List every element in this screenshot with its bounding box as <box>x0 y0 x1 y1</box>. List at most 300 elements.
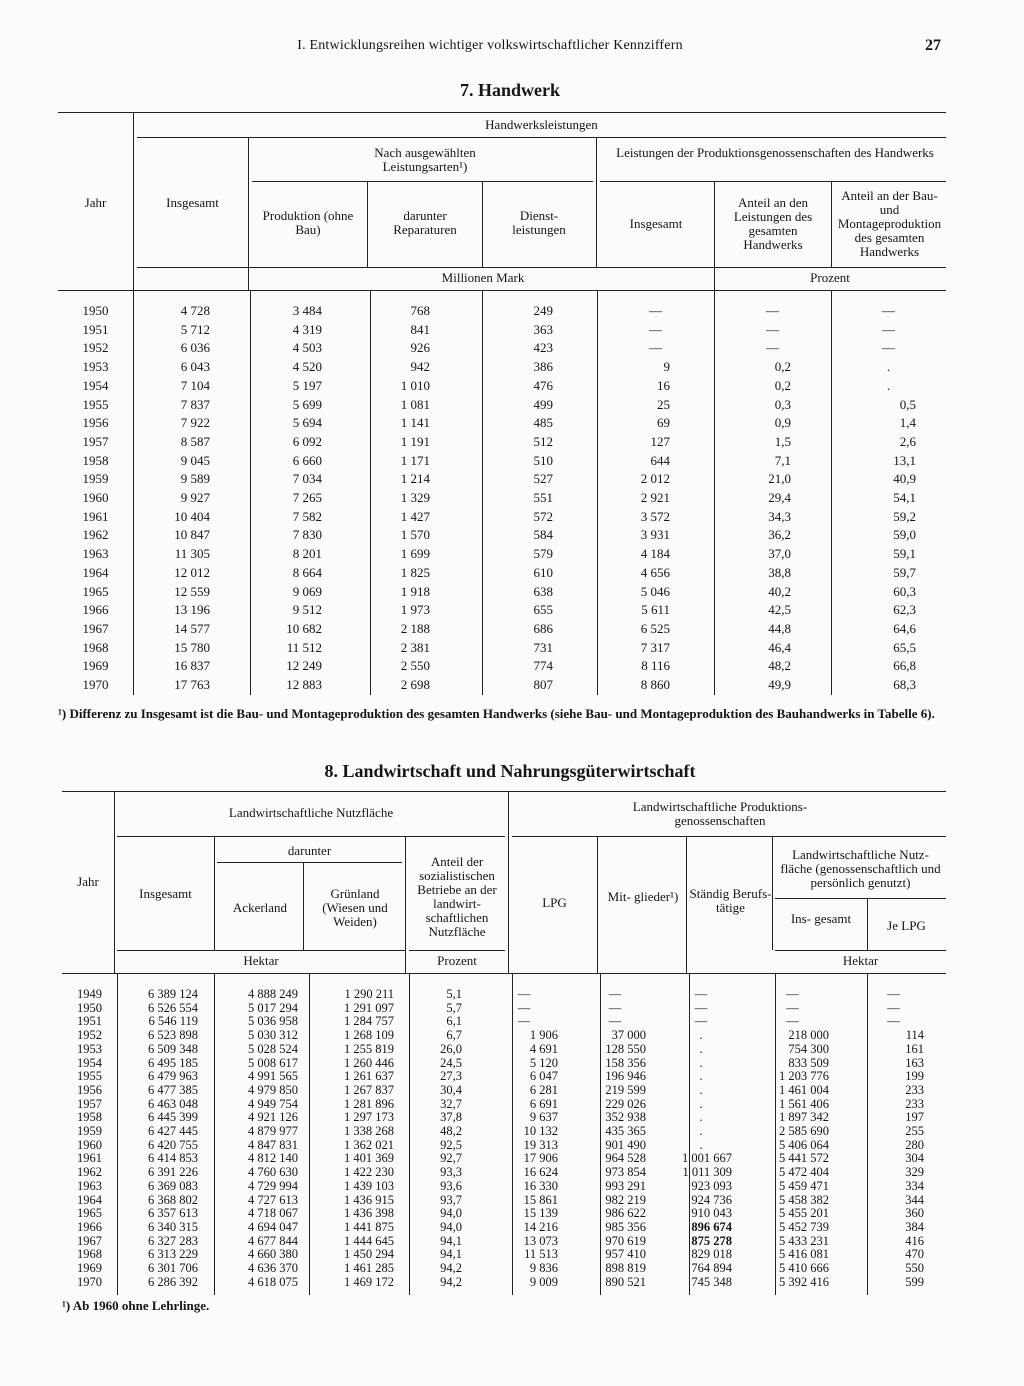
t8-h-ackerland: Ackerland <box>232 900 288 915</box>
value-cell: 8 860 <box>640 677 670 693</box>
value-cell: 1 401 369 <box>344 1151 394 1166</box>
t8-vline-acker <box>303 862 304 950</box>
table-row <box>58 639 946 658</box>
value-cell: 1 268 109 <box>344 1028 394 1043</box>
year-cell: 1955 <box>77 1069 102 1084</box>
value-cell: 1 422 230 <box>344 1165 394 1180</box>
value-cell: 476 <box>533 377 553 393</box>
value-cell: 6 092 <box>292 433 322 449</box>
table-row <box>58 508 946 527</box>
value-cell: 229 026 <box>605 1096 646 1111</box>
table-row <box>62 1207 946 1221</box>
value-cell: 686 <box>533 620 553 636</box>
value-cell: 5 410 666 <box>779 1261 829 1276</box>
value-cell: 40,9 <box>893 471 916 487</box>
year-cell: 1956 <box>82 415 109 431</box>
value-cell: 128 550 <box>605 1041 646 1056</box>
t8-lnf-rule <box>117 836 505 837</box>
value-cell: 8 116 <box>641 658 670 674</box>
table-row <box>62 1084 946 1098</box>
value-cell: 2 921 <box>640 490 670 506</box>
value-cell: 49,9 <box>768 677 791 693</box>
value-cell: — <box>887 987 900 1001</box>
t8-h-lpg: LPG <box>542 895 567 910</box>
t7-h-pgh-insgesamt: Insgesamt <box>629 216 683 231</box>
value-cell: 1 450 294 <box>344 1247 394 1262</box>
value-cell: 745 348 <box>691 1274 732 1289</box>
table-row <box>58 414 946 433</box>
value-cell: 11 512 <box>286 639 322 655</box>
value-cell: 584 <box>533 527 553 543</box>
t8-vline-lpg <box>597 836 598 973</box>
value-cell: 638 <box>533 583 553 599</box>
year-cell: 1961 <box>82 508 109 524</box>
value-cell: . <box>699 1028 703 1043</box>
value-cell: 92,7 <box>440 1151 462 1166</box>
value-cell: 924 736 <box>691 1192 732 1207</box>
value-cell: 485 <box>533 415 553 431</box>
t7-vline-anteil <box>831 181 832 267</box>
value-cell: 6 477 385 <box>148 1082 198 1097</box>
year-cell: 1952 <box>82 340 109 356</box>
value-cell: 9 <box>663 359 670 375</box>
value-cell: 15 139 <box>523 1206 558 1221</box>
value-cell: 10 682 <box>286 620 322 636</box>
value-cell: 6 525 <box>640 620 670 636</box>
value-cell: 4 729 994 <box>248 1178 298 1193</box>
value-cell: 6 523 898 <box>148 1028 198 1043</box>
t8-h-darunter: darunter <box>287 843 332 858</box>
year-cell: 1953 <box>82 359 109 375</box>
t8-h-je-lpg: Je LPG <box>887 918 926 933</box>
value-cell: 6 391 226 <box>148 1165 198 1180</box>
value-cell: 5 028 524 <box>248 1041 298 1056</box>
t8-unit-rule-a <box>117 950 405 951</box>
value-cell: 6 427 445 <box>148 1124 198 1139</box>
value-cell: 1 329 <box>400 490 430 506</box>
value-cell: 470 <box>905 1247 924 1262</box>
value-cell: 7 582 <box>292 508 322 524</box>
value-cell: 1 291 097 <box>344 1000 394 1015</box>
year-cell: 1965 <box>82 583 109 599</box>
value-cell: 768 <box>410 303 430 318</box>
value-cell: 764 894 <box>691 1261 732 1276</box>
value-cell: 1 191 <box>400 433 430 449</box>
value-cell: 7 317 <box>640 639 670 655</box>
value-cell: 644 <box>650 452 670 468</box>
value-cell: 59,1 <box>893 546 916 562</box>
t8-top-rule <box>62 791 946 792</box>
value-cell: 4 921 126 <box>248 1110 298 1125</box>
value-cell: 1 570 <box>400 527 430 543</box>
value-cell: 4 618 075 <box>248 1274 298 1289</box>
value-cell: 572 <box>533 508 553 524</box>
t7-h-pgh: Leistungen der Produktionsgenossenschaften des Handwerks <box>616 145 934 160</box>
table-row <box>58 358 946 377</box>
year-cell: 1969 <box>82 658 109 674</box>
value-cell: 199 <box>905 1069 924 1084</box>
table-row <box>58 545 946 564</box>
value-cell: 1,5 <box>774 433 791 449</box>
value-cell: 510 <box>533 452 553 468</box>
value-cell: 8 664 <box>292 564 322 580</box>
value-cell: — <box>786 1014 799 1029</box>
t7-vline-pghinsg <box>714 181 715 267</box>
value-cell: 731 <box>533 639 553 655</box>
value-cell: 9 589 <box>180 471 210 487</box>
value-cell: . <box>699 1124 703 1139</box>
value-cell: 4 319 <box>292 321 322 337</box>
value-cell: 32,7 <box>440 1096 462 1111</box>
value-cell: 986 622 <box>605 1206 646 1221</box>
value-cell: 7,1 <box>774 452 791 468</box>
value-cell: — <box>887 1000 900 1015</box>
value-cell: 896 674 <box>691 1219 732 1234</box>
table-row <box>58 657 946 676</box>
t7-h-group: Handwerksleistungen <box>485 117 598 132</box>
year-cell: 1951 <box>82 321 109 337</box>
year-cell: 1968 <box>77 1247 102 1262</box>
value-cell: 12 883 <box>286 677 322 693</box>
value-cell: 14 577 <box>174 620 210 636</box>
value-cell: 1 011 309 <box>682 1165 732 1180</box>
value-cell: 360 <box>905 1206 924 1221</box>
value-cell: 1 260 446 <box>344 1055 394 1070</box>
year-cell: 1967 <box>77 1233 102 1248</box>
value-cell: . <box>699 1137 703 1152</box>
value-cell: 9 637 <box>529 1110 558 1125</box>
value-cell: 4 718 067 <box>248 1206 298 1221</box>
year-cell: 1964 <box>82 564 109 580</box>
t8-h-unit-ha2: Hektar <box>842 953 879 968</box>
value-cell: 29,4 <box>768 490 791 506</box>
value-cell: 16 330 <box>523 1178 558 1193</box>
value-cell: 926 <box>410 340 430 356</box>
value-cell: 527 <box>533 471 553 487</box>
t8-unit-rule-c <box>775 950 946 951</box>
value-cell: 30,4 <box>440 1082 462 1097</box>
value-cell: 4 184 <box>640 546 670 562</box>
t8-h-jahr: Jahr <box>77 874 99 889</box>
value-cell: 384 <box>905 1219 924 1234</box>
value-cell: — <box>882 303 895 318</box>
value-cell: 970 619 <box>605 1233 646 1248</box>
t8-unit-rule-b <box>409 950 505 951</box>
table-row <box>58 489 946 508</box>
value-cell: 1 699 <box>400 546 430 562</box>
t7-sub-rule-b <box>600 181 946 182</box>
year-cell: 1965 <box>77 1206 102 1221</box>
t8-h-lnf: Landwirtschaftliche Nutzfläche <box>228 805 394 820</box>
value-cell: 13 196 <box>174 602 210 618</box>
value-cell: 4 503 <box>292 340 322 356</box>
value-cell: 7 837 <box>180 396 210 412</box>
t8-h-unit-proz: Prozent <box>437 953 477 968</box>
value-cell: 92,5 <box>440 1137 462 1152</box>
value-cell: 54,1 <box>893 490 916 506</box>
value-cell: 0,5 <box>899 396 916 412</box>
value-cell: 37,8 <box>440 1110 462 1125</box>
value-cell: — <box>694 987 708 1001</box>
table-row <box>62 1002 946 1016</box>
value-cell: 4 979 850 <box>248 1082 298 1097</box>
value-cell: . <box>886 377 891 393</box>
value-cell: — <box>882 321 895 337</box>
value-cell: 64,6 <box>893 620 916 636</box>
t8-h-lpg-group: Landwirtschaftliche Produktions- genossenschaften <box>632 799 808 828</box>
year-cell: 1955 <box>82 396 109 412</box>
year-cell: 1954 <box>77 1055 102 1070</box>
value-cell: 550 <box>905 1261 924 1276</box>
t7-vline-rep <box>482 181 483 267</box>
value-cell: 4 677 844 <box>248 1233 298 1248</box>
value-cell: 65,5 <box>893 639 916 655</box>
value-cell: 9 512 <box>292 602 322 618</box>
value-cell: 6 389 124 <box>148 987 198 1001</box>
table-row <box>58 302 946 321</box>
t7-h-nach: Nach ausgewählten Leistungsarten¹) <box>374 145 476 174</box>
value-cell: 579 <box>533 546 553 562</box>
value-cell: 304 <box>905 1151 924 1166</box>
t8-vline-mitgl <box>686 836 687 973</box>
value-cell: 1 362 021 <box>344 1137 394 1152</box>
value-cell: 363 <box>533 321 553 337</box>
value-cell: 6 691 <box>529 1096 558 1111</box>
year-cell: 1964 <box>77 1192 102 1207</box>
value-cell: — <box>694 1014 708 1029</box>
table-row <box>58 526 946 545</box>
value-cell: 4 694 047 <box>248 1219 298 1234</box>
t8-h-anteil: Anteil der sozialistischen Betriebe an der landwirt- schaftlichen Nutzfläche <box>417 854 497 939</box>
value-cell: 5 416 081 <box>779 1247 829 1262</box>
value-cell: 7 034 <box>292 471 322 487</box>
value-cell: 4 888 249 <box>248 987 298 1001</box>
value-cell: 2 012 <box>640 471 670 487</box>
value-cell: 40,2 <box>768 583 791 599</box>
value-cell: 94,2 <box>440 1274 462 1289</box>
value-cell: 841 <box>410 321 430 337</box>
value-cell: 6 369 083 <box>148 1178 198 1193</box>
value-cell: 114 <box>905 1028 924 1043</box>
value-cell: 386 <box>533 359 553 375</box>
value-cell: 6 327 283 <box>148 1233 198 1248</box>
value-cell: 9 927 <box>180 490 210 506</box>
t8-darunter-rule <box>217 862 402 863</box>
value-cell: 233 <box>905 1096 924 1111</box>
t8-lnfg-rule <box>775 898 946 899</box>
table-row <box>58 564 946 583</box>
value-cell: — <box>694 1000 708 1015</box>
value-cell: 985 356 <box>605 1219 646 1234</box>
value-cell: 5 392 416 <box>779 1274 829 1289</box>
value-cell: 6 546 119 <box>148 1014 198 1029</box>
t7-h-unit-proz: Prozent <box>810 270 850 285</box>
table-row <box>62 1276 946 1290</box>
value-cell: 46,4 <box>768 639 791 655</box>
year-cell: 1967 <box>82 620 109 636</box>
value-cell: 48,2 <box>440 1124 462 1139</box>
value-cell: 9 045 <box>180 452 210 468</box>
t7-h-reparaturen: darunter Reparaturen <box>393 208 457 237</box>
value-cell: 982 219 <box>605 1192 646 1207</box>
value-cell: 42,5 <box>768 602 791 618</box>
value-cell: 1 255 819 <box>344 1041 394 1056</box>
year-cell: 1952 <box>77 1028 102 1043</box>
value-cell: 5 459 471 <box>779 1178 829 1193</box>
value-cell: 352 938 <box>605 1110 646 1125</box>
value-cell: 0,2 <box>774 359 791 375</box>
value-cell: 435 365 <box>605 1124 646 1139</box>
value-cell: 5 406 064 <box>779 1137 829 1152</box>
t8-vline-lpg-group <box>508 791 509 973</box>
table-row <box>62 1043 946 1057</box>
value-cell: 93,7 <box>440 1192 462 1207</box>
t8-header-bottom-rule <box>62 973 946 974</box>
t8-h-lnf-genoss: Landwirtschaftliche Nutz- fläche (genossenschaftlich und persönlich genutzt) <box>780 847 941 890</box>
value-cell: 7 922 <box>180 415 210 431</box>
value-cell: 1 906 <box>529 1028 558 1043</box>
value-cell: 551 <box>533 490 553 506</box>
value-cell: 423 <box>533 340 553 356</box>
value-cell: 249 <box>533 303 553 318</box>
table-row <box>62 1070 946 1084</box>
table8-body <box>62 988 946 1289</box>
value-cell: 1 825 <box>400 564 430 580</box>
value-cell: 1 461 004 <box>779 1082 829 1097</box>
value-cell: 4 991 565 <box>248 1069 298 1084</box>
year-cell: 1960 <box>77 1137 102 1152</box>
value-cell: — <box>649 303 662 318</box>
table-row <box>62 1166 946 1180</box>
value-cell: 16 837 <box>174 658 210 674</box>
value-cell: 4 760 630 <box>248 1165 298 1180</box>
value-cell: 6 313 229 <box>148 1247 198 1262</box>
value-cell: 161 <box>905 1041 924 1056</box>
value-cell: 15 780 <box>174 639 210 655</box>
value-cell: 218 000 <box>788 1028 829 1043</box>
value-cell: 6 420 755 <box>148 1137 198 1152</box>
t8-vline-jahr <box>114 791 115 973</box>
value-cell: 197 <box>905 1110 924 1125</box>
table-row <box>58 452 946 471</box>
value-cell: — <box>766 340 779 356</box>
year-cell: 1963 <box>82 546 109 562</box>
year-cell: 1970 <box>82 677 109 693</box>
value-cell: 1 441 875 <box>344 1219 394 1234</box>
value-cell: 6 047 <box>529 1069 558 1084</box>
value-cell: 16 624 <box>523 1165 558 1180</box>
value-cell: 4 812 140 <box>248 1151 298 1166</box>
t7-h-anteil-bau: Anteil an der Bau- und Montageproduktion des gesamten Handwerks <box>837 188 942 259</box>
year-cell: 1970 <box>77 1274 102 1289</box>
value-cell: 36,2 <box>768 527 791 543</box>
value-cell: 6 286 392 <box>148 1274 198 1289</box>
value-cell: 5 458 382 <box>779 1192 829 1207</box>
value-cell: 6,1 <box>446 1014 462 1029</box>
value-cell: 0,3 <box>774 396 791 412</box>
t8-h-mitglieder: Mit- glieder¹) <box>607 889 679 904</box>
value-cell: 3 931 <box>640 527 670 543</box>
value-cell: 4 660 380 <box>248 1247 298 1262</box>
value-cell: . <box>699 1096 703 1111</box>
value-cell: 898 819 <box>605 1261 646 1276</box>
value-cell: 890 521 <box>605 1274 646 1289</box>
value-cell: 196 946 <box>605 1069 646 1084</box>
year-cell: 1958 <box>77 1110 102 1125</box>
value-cell: 334 <box>905 1178 924 1193</box>
value-cell: 957 410 <box>605 1247 646 1262</box>
table8-footnote: ¹) Ab 1960 ohne Lehrlinge. <box>62 1298 210 1313</box>
value-cell: 655 <box>533 602 553 618</box>
value-cell: 1 561 406 <box>779 1096 829 1111</box>
value-cell: 17 763 <box>174 677 210 693</box>
value-cell: — <box>786 987 799 1001</box>
table7-body <box>58 302 946 695</box>
value-cell: 3 484 <box>292 303 322 318</box>
t7-h-unit-mio: Millionen Mark <box>441 270 525 285</box>
year-cell: 1962 <box>82 527 109 543</box>
value-cell: 9 009 <box>529 1274 558 1289</box>
value-cell: 6 445 399 <box>148 1110 198 1125</box>
value-cell: 7 265 <box>292 490 322 506</box>
table-row <box>58 396 946 415</box>
value-cell: 62,3 <box>893 602 916 618</box>
value-cell: 14 216 <box>523 1219 558 1234</box>
t7-sub-rule-a <box>252 181 593 182</box>
value-cell: 5 472 404 <box>779 1165 829 1180</box>
value-cell: 6 479 963 <box>148 1069 198 1084</box>
value-cell: 2 381 <box>400 639 430 655</box>
t7-h-produktion: Produktion (ohne Bau) <box>262 208 354 237</box>
table-row <box>58 339 946 358</box>
value-cell: — <box>649 340 662 356</box>
value-cell: — <box>517 1014 531 1029</box>
t7-vline-jahr <box>133 112 134 292</box>
value-cell: 4 727 613 <box>248 1192 298 1207</box>
value-cell: — <box>517 987 531 1001</box>
value-cell: . <box>886 359 891 375</box>
t8-h-insgesamt: Insgesamt <box>139 886 192 901</box>
value-cell: 5 712 <box>180 321 210 337</box>
year-cell: 1960 <box>82 490 109 506</box>
value-cell: 0,9 <box>774 415 791 431</box>
running-title: I. Entwicklungsreihen wichtiger volkswirtschaftlicher Kennziffern <box>297 38 683 53</box>
year-cell: 1957 <box>82 433 109 449</box>
t7-h-jahr: Jahr <box>84 195 107 210</box>
value-cell: 1 171 <box>400 452 430 468</box>
value-cell: 5,7 <box>446 1000 462 1015</box>
value-cell: . <box>699 1041 703 1056</box>
table-row <box>62 988 946 1002</box>
value-cell: 1 141 <box>400 415 430 431</box>
year-cell: 1950 <box>82 303 109 318</box>
value-cell: 6 414 853 <box>148 1151 198 1166</box>
value-cell: 6 036 <box>180 340 210 356</box>
t8-h-gruenland: Grünland (Wiesen und Weiden) <box>322 886 388 929</box>
value-cell: 942 <box>410 359 430 375</box>
value-cell: 255 <box>905 1124 924 1139</box>
year-cell: 1958 <box>82 452 109 468</box>
value-cell: 4 691 <box>529 1041 558 1056</box>
year-cell: 1968 <box>82 639 109 655</box>
value-cell: — <box>608 1014 622 1029</box>
value-cell: 6 301 706 <box>148 1261 198 1276</box>
t7-h-anteil-leistungen: Anteil an den Leistungen des gesamten Handwerks <box>733 195 813 252</box>
value-cell: 2,6 <box>899 433 916 449</box>
value-cell: — <box>786 1000 799 1015</box>
t8-h-ins-gesamt: Ins- gesamt <box>790 911 852 926</box>
value-cell: 5 120 <box>529 1055 558 1070</box>
